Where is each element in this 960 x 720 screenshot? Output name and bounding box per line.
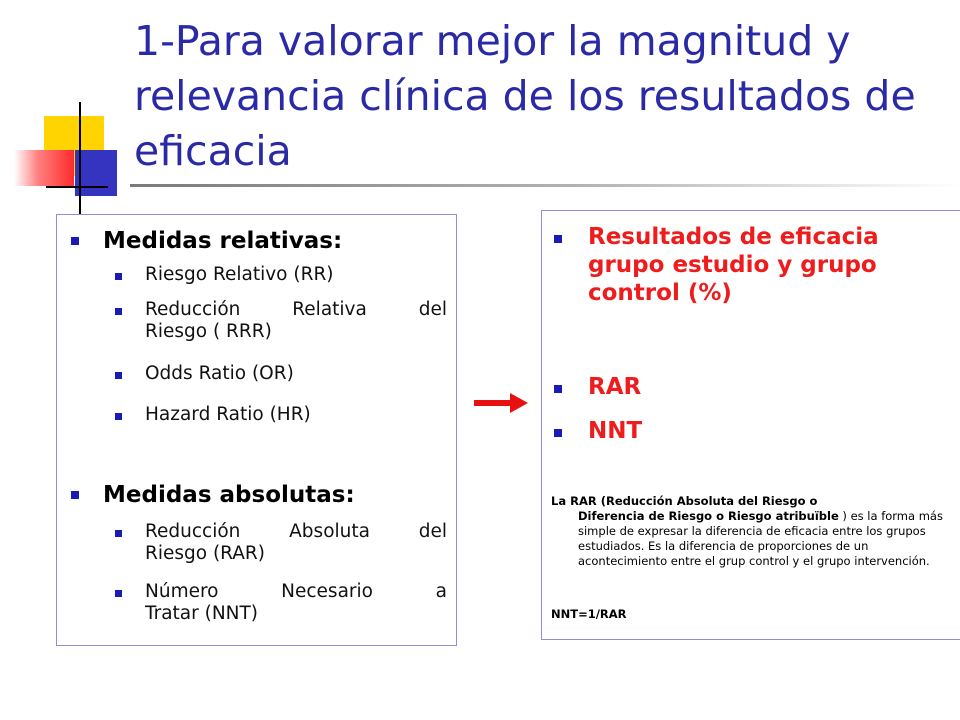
logo-horizontal-line — [46, 186, 108, 188]
nnt-label: NNT — [588, 418, 643, 444]
right-arrow-icon — [474, 393, 530, 413]
list-item-text: Riesgo Relativo (RR) — [145, 264, 334, 285]
list-item-text: Hazard Ratio (HR) — [145, 404, 311, 425]
left-panel — [56, 214, 457, 646]
list-item-text: Riesgo (RAR) — [145, 543, 266, 564]
list-item-text: Número Necesario a — [145, 581, 447, 602]
bullet-icon — [554, 385, 562, 393]
logo-blue-square — [75, 150, 117, 196]
rar-label: RAR — [588, 374, 642, 400]
list-item-text: Tratar (NNT) — [145, 603, 259, 624]
title-underline — [130, 184, 960, 187]
right-panel — [541, 210, 960, 640]
list-item-text: Reducción Absoluta del — [145, 521, 447, 542]
absolutas-heading: Medidas absolutas: — [103, 482, 355, 508]
rar-definition — [551, 494, 943, 569]
bullet-icon — [115, 590, 122, 597]
logo-red-bar — [14, 150, 74, 186]
rar-definition-text: ) es la forma más simple de expresar la diferencia de eficacia entre los grupos estudiados. Es la diferencia de proporciones de un acontecimiento entre el grup control y el grupo intervención. — [578, 509, 943, 568]
rar-definition-bold: La RAR (Reducción Absoluta del Riesgo o — [551, 494, 818, 508]
bullet-icon — [115, 372, 122, 379]
nnt-formula: NNT=1/RAR — [551, 607, 627, 621]
list-item-text: Odds Ratio (OR) — [145, 363, 294, 384]
bullet-icon — [554, 429, 562, 437]
bullet-icon — [71, 491, 79, 499]
bullet-icon — [554, 235, 562, 243]
logo-vertical-line — [79, 102, 81, 220]
slide-title: 1-Para valorar mejor la magnitud y relevancia clínica de los resultados de eficacia — [134, 17, 916, 175]
bullet-icon — [115, 308, 122, 315]
bullet-icon — [115, 413, 122, 420]
list-item-text: Riesgo ( RRR) — [145, 321, 272, 342]
rar-definition-bold-2: Diferencia de Riesgo o Riesgo atribuïble — [578, 509, 839, 523]
relativas-heading: Medidas relativas: — [103, 228, 343, 254]
bullet-icon — [115, 530, 122, 537]
bullet-icon — [71, 237, 79, 245]
list-item-text: Reducción Relativa del — [145, 299, 447, 320]
results-heading: Resultados de eficacia grupo estudio y grupo control (%) — [588, 224, 879, 306]
bullet-icon — [115, 273, 122, 280]
